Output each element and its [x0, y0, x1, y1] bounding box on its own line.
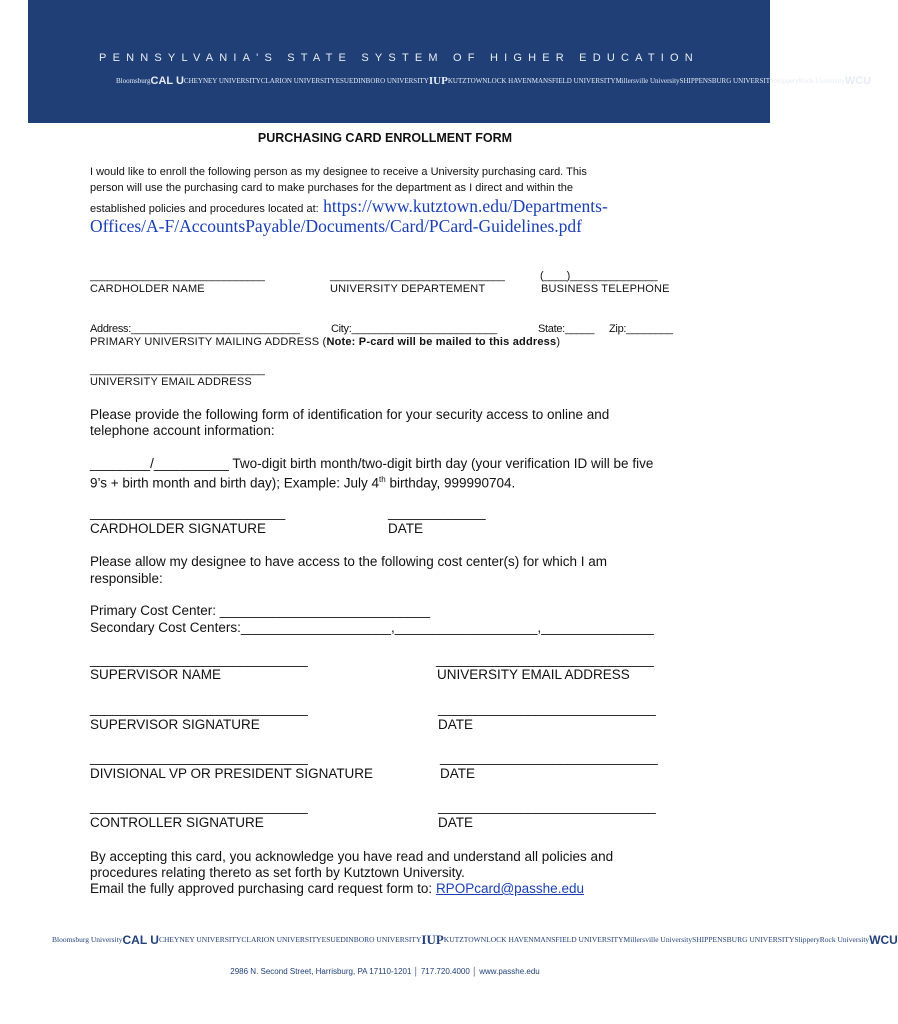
dob-example-a: 9’s + birth month and birth day); Example: July 4 [90, 475, 380, 491]
logo-bloomsburg: Bloomsburg [116, 76, 151, 85]
logo-clarion: CLARION UNIVERSITY [260, 76, 336, 85]
divisional-vp-date-label: DATE [440, 766, 476, 781]
university-email-field[interactable]: ______________________________ [90, 364, 265, 376]
phone-label: BUSINESS TELEPHONE [541, 283, 670, 295]
controller-signature-field[interactable]: _____________________________ [90, 799, 308, 814]
header-logo-row [116, 68, 872, 94]
footer-logo-lock-haven: LOCK HAVEN [486, 935, 534, 944]
footer-logo-millersville: Millersville University [623, 935, 693, 944]
cardholder-name-label: CARDHOLDER NAME [90, 283, 205, 295]
footer-address: 2986 N. Second Street, Harrisburg, PA 17110-1201 │ 717.720.4000 │ www.passhe.edu [230, 967, 540, 976]
cardholder-signature-label: CARDHOLDER SIGNATURE [90, 521, 267, 536]
phone-field[interactable]: (____)_______________ [540, 270, 658, 282]
footer-logo-mansfield: MANSFIELD UNIVERSITY [533, 935, 624, 944]
system-name: PENNSYLVANIA'S STATE SYSTEM OF HIGHER EDUCATION [99, 52, 699, 64]
supervisor-email-label: UNIVERSITY EMAIL ADDRESS [437, 667, 630, 682]
logo-cheyney: CHEYNEY UNIVERSITY [183, 76, 261, 85]
footer-logo-calu: CAL U [122, 933, 159, 947]
zip-field[interactable]: Zip:________ [609, 323, 673, 335]
footer-logo-esu: ESU [321, 935, 336, 944]
dob-text: Two-digit birth month/two-digit birth day (your verification ID will be five [228, 456, 654, 471]
logo-iup: IUP [428, 74, 448, 87]
secondary-cost-centers-field[interactable]: Secondary Cost Centers:____________________,___________________,_______________ [90, 620, 654, 635]
email-instruction-text: Email the fully approved purchasing card request form to: [90, 881, 436, 896]
email-instruction [90, 880, 584, 897]
cardholder-name-field[interactable]: ______________________________ [90, 270, 265, 282]
intro-line-2: person will use the purchasing card to make purchases for the department as I direct and within the [90, 182, 574, 194]
logo-millersville: Millersville University [615, 76, 680, 85]
footer-logo-slippery-rock: SlipperyRock University [794, 935, 870, 944]
footer-logo-kutztown: KUTZTOWN [443, 935, 487, 944]
form-title: PURCHASING CARD ENROLLMENT FORM [257, 131, 513, 145]
cardholder-date-label: DATE [388, 521, 424, 536]
intro-line-3-text: established policies and procedures located at: [90, 203, 319, 215]
city-field[interactable]: City:_________________________ [331, 323, 497, 335]
logo-calu: CAL U [150, 74, 184, 87]
guidelines-link-part1[interactable]: https://www.kutztown.edu/Departments- [323, 196, 608, 216]
supervisor-signature-label: SUPERVISOR SIGNATURE [90, 717, 260, 732]
footer-logo-edinboro: EDINBORO UNIVERSITY [335, 935, 422, 944]
mailing-note: Note: P-card will be mailed to this address [326, 336, 557, 348]
controller-signature-label: CONTROLLER SIGNATURE [90, 815, 264, 830]
id-instructions-line-2: telephone account information: [90, 423, 275, 438]
supervisor-name-field[interactable]: _____________________________ [90, 652, 308, 667]
footer-logo-cheyney: CHEYNEY UNIVERSITY [158, 935, 242, 944]
dob-line [90, 455, 653, 472]
cost-center-instructions-1: Please allow my designee to have access to the following cost center(s) for which I am [90, 554, 607, 569]
logo-esu: ESU [335, 76, 349, 85]
guidelines-link-part2[interactable]: Offices/A-F/AccountsPayable/Documents/Card/PCard-Guidelines.pdf [90, 216, 583, 236]
controller-date-field[interactable]: _____________________________ [438, 799, 656, 814]
logo-mansfield: MANSFIELD UNIVERSITY [531, 76, 616, 85]
footer-logo-iup: IUP [421, 932, 444, 947]
mailing-label-text: PRIMARY UNIVERSITY MAILING ADDRESS ( [90, 336, 327, 348]
logo-edinboro: EDINBORO UNIVERSITY [348, 76, 429, 85]
header-banner [28, 0, 872, 123]
dob-example-sup: th [379, 475, 386, 484]
logo-kutztown: KUTZTOWN [447, 76, 488, 85]
divisional-vp-date-field[interactable]: _____________________________ [440, 750, 658, 765]
intro-line-1: I would like to enroll the following person as my designee to receive a University purchasing card. This [90, 166, 587, 178]
cardholder-signature-field[interactable]: __________________________ [90, 505, 286, 520]
logo-wcu: WCU [844, 74, 872, 87]
supervisor-email-field[interactable]: _____________________________ [436, 652, 654, 667]
supervisor-date-field[interactable]: _____________________________ [438, 701, 656, 716]
department-label: UNIVERSITY DEPARTEMENT [330, 283, 486, 295]
cost-center-instructions-2: responsible: [90, 571, 163, 586]
logo-lock-haven: LOCK HAVEN [487, 76, 532, 85]
cardholder-date-field[interactable]: _____________ [388, 505, 486, 520]
logo-slippery-rock: SlipperyRock University [775, 76, 845, 85]
dob-line-2 [90, 471, 515, 492]
university-email-label: UNIVERSITY EMAIL ADDRESS [90, 376, 252, 388]
supervisor-signature-field[interactable]: _____________________________ [90, 701, 308, 716]
footer-logo-row [52, 925, 898, 955]
divisional-vp-signature-label: DIVISIONAL VP OR PRESIDENT SIGNATURE [90, 766, 374, 781]
address-field[interactable]: Address:_____________________________ [90, 323, 300, 335]
dob-field[interactable]: ________/__________ [90, 456, 229, 471]
primary-cost-center-field[interactable]: Primary Cost Center: ____________________________ [90, 603, 431, 618]
footer-logo-bloomsburg: Bloomsburg University [52, 935, 123, 944]
dob-example-b: birthday, 999990704. [385, 475, 516, 491]
acceptance-line-2: procedures relating thereto as set forth by Kutztown University. [90, 865, 465, 880]
state-field[interactable]: State:_____ [538, 323, 595, 335]
supervisor-date-label: DATE [438, 717, 474, 732]
mailing-close: ) [556, 336, 561, 348]
mailing-address-label [90, 336, 560, 348]
intro-line-3 [90, 196, 608, 217]
controller-date-label: DATE [438, 815, 474, 830]
rpo-email-link[interactable]: RPOPcard@passhe.edu [435, 881, 584, 896]
supervisor-name-label: SUPERVISOR NAME [90, 667, 222, 682]
id-instructions-line-1: Please provide the following form of identification for your security access to online and [90, 407, 610, 422]
department-field[interactable]: ______________________________ [330, 270, 505, 282]
footer-logo-clarion: CLARION UNIVERSITY [241, 935, 322, 944]
footer-logo-shippensburg: SHIPPENSBURG UNIVERSITY [692, 935, 795, 944]
acceptance-line-1: By accepting this card, you acknowledge you have read and understand all policies and [90, 849, 614, 864]
logo-shippensburg: SHIPPENSBURG UNIVERSITY [679, 76, 776, 85]
divisional-vp-signature-field[interactable]: _____________________________ [90, 750, 308, 765]
footer-logo-wcu: WCU [869, 933, 898, 947]
